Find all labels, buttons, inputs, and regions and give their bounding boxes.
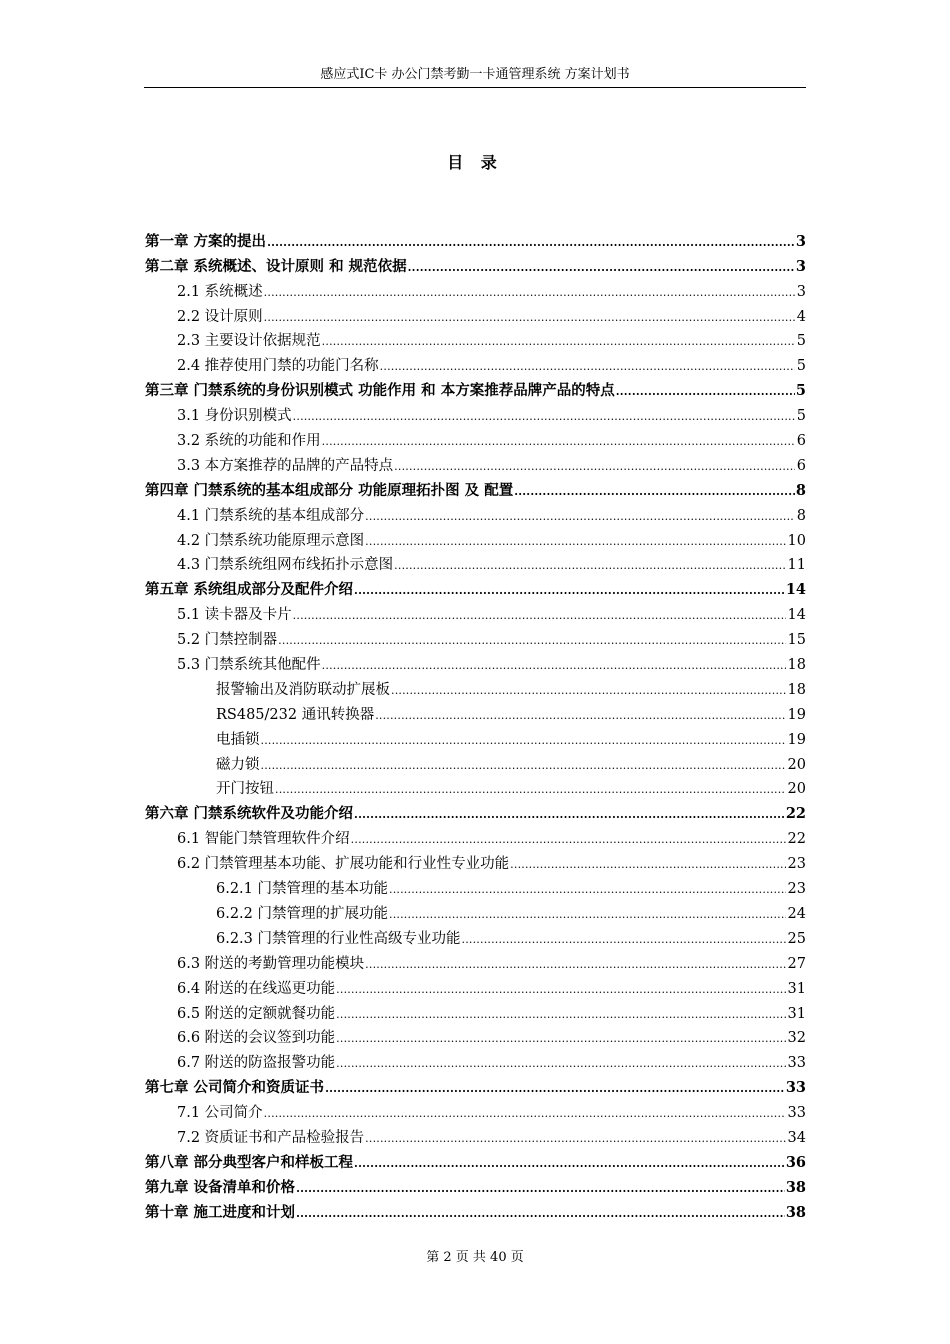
toc-page-number: 34 [787, 1129, 806, 1146]
toc-entry-text: 5.3 门禁系统其他配件 [177, 657, 321, 674]
toc-page-number: 38 [785, 1203, 806, 1221]
toc-entry-text: 第五章 系统组成部分及配件介绍 [145, 581, 354, 599]
toc-entry-text: 6.4 附送的在线巡更功能 [177, 980, 336, 997]
toc-entry[interactable] [145, 301, 806, 326]
toc-entry-text: 第三章 门禁系统的身份识别模式 功能作用 和 本方案推荐品牌产品的特点 [145, 382, 615, 400]
toc-entry[interactable] [145, 973, 806, 998]
toc-entry[interactable] [145, 251, 806, 276]
toc-entry-text: 3.2 系统的功能和作用 [177, 433, 321, 450]
toc-entry-text: RS485/232 通讯转换器 [216, 706, 375, 723]
toc-entry-text: 6.5 附送的定额就餐功能 [177, 1005, 336, 1022]
toc-entry-text: 3.1 身份识别模式 [177, 408, 292, 425]
toc-entry-text: 2.3 主要设计依据规范 [177, 333, 321, 350]
toc-entry-text: 6.1 智能门禁管理软件介绍 [177, 831, 350, 848]
toc-entry[interactable] [145, 749, 806, 774]
toc-leader-dots [322, 334, 795, 350]
toc-leader-dots [375, 708, 785, 724]
table-of-contents [145, 226, 806, 1222]
toc-page-number: 20 [787, 756, 806, 773]
toc-leader-dots [336, 1031, 785, 1047]
toc-entry[interactable] [145, 375, 806, 400]
header-rule [144, 87, 806, 88]
toc-leader-dots [380, 359, 795, 375]
toc-entry[interactable] [145, 649, 806, 674]
toc-leader-dots [510, 857, 785, 873]
toc-entry[interactable] [145, 724, 806, 749]
toc-page-number: 5 [796, 358, 806, 375]
toc-page-number: 38 [785, 1178, 806, 1196]
toc-page-number: 31 [787, 1005, 806, 1022]
toc-entry[interactable] [145, 848, 806, 873]
toc-page-number: 10 [787, 532, 806, 549]
toc-leader-dots [267, 235, 795, 251]
toc-page-number: 15 [787, 632, 806, 649]
toc-entry-text: 2.1 系统概述 [177, 283, 263, 300]
toc-entry-text: 6.6 附送的会议签到功能 [177, 1030, 336, 1047]
toc-leader-dots [264, 285, 795, 301]
toc-entry-text: 4.1 门禁系统的基本组成部分 [177, 507, 365, 524]
toc-leader-dots [394, 459, 795, 475]
toc-leader-dots [394, 558, 785, 574]
toc-entry-text: 第四章 门禁系统的基本组成部分 功能原理拓扑图 及 配置 [145, 481, 514, 499]
toc-entry[interactable] [145, 898, 806, 923]
toc-page-number: 27 [787, 955, 806, 972]
toc-entry-text: 7.1 公司简介 [177, 1105, 263, 1122]
toc-title: 目 录 [447, 153, 503, 172]
toc-page-number: 24 [787, 905, 806, 922]
toc-page-number: 5 [796, 408, 806, 425]
toc-entry[interactable] [145, 425, 806, 450]
toc-page-number: 14 [787, 607, 806, 624]
toc-page-number: 19 [787, 731, 806, 748]
toc-entry-text: 3.3 本方案推荐的品牌的产品特点 [177, 457, 394, 474]
toc-page-number: 6 [796, 457, 806, 474]
toc-entry-text: 第九章 设备清单和价格 [145, 1178, 296, 1196]
toc-entry[interactable] [145, 400, 806, 425]
toc-entry-text: 第一章 方案的提出 [145, 232, 267, 250]
toc-entry-text: 4.2 门禁系统功能原理示意图 [177, 532, 365, 549]
toc-entry[interactable] [145, 1097, 806, 1122]
toc-leader-dots [354, 583, 785, 599]
toc-entry-text: 第十章 施工进度和计划 [145, 1203, 296, 1221]
toc-page-number: 3 [795, 257, 806, 275]
toc-leader-dots [462, 932, 786, 948]
toc-page-number: 23 [787, 856, 806, 873]
toc-leader-dots [365, 957, 785, 973]
toc-entry-text: 2.2 设计原则 [177, 308, 263, 325]
toc-page-number: 19 [787, 706, 806, 723]
toc-entry[interactable] [145, 226, 806, 251]
toc-leader-dots [365, 1131, 785, 1147]
toc-entry[interactable] [145, 1072, 806, 1097]
toc-leader-dots [336, 1056, 785, 1072]
toc-page-number: 11 [787, 557, 806, 574]
toc-page-number: 14 [785, 581, 806, 599]
toc-page-number: 18 [787, 681, 806, 698]
toc-leader-dots [389, 907, 786, 923]
toc-page-number: 36 [785, 1153, 806, 1171]
toc-leader-dots [365, 509, 795, 525]
toc-entry[interactable] [145, 1023, 806, 1048]
toc-leader-dots [351, 832, 786, 848]
toc-entry-text: 第六章 门禁系统软件及功能介绍 [145, 805, 354, 823]
toc-entry-text: 4.3 门禁系统组网布线拓扑示意图 [177, 557, 394, 574]
toc-entry[interactable] [145, 574, 806, 599]
page-footer: 第 2 页 共 40 页 [426, 1250, 524, 1265]
toc-entry[interactable] [145, 923, 806, 948]
toc-page-number: 33 [787, 1105, 806, 1122]
toc-entry[interactable] [145, 1147, 806, 1172]
toc-entry[interactable] [145, 798, 806, 823]
toc-leader-dots [261, 758, 786, 774]
toc-page-number: 25 [787, 930, 806, 947]
toc-entry-text: 第八章 部分典型客户和样板工程 [145, 1153, 354, 1171]
toc-entry[interactable] [145, 674, 806, 699]
toc-page-number: 8 [795, 481, 806, 499]
toc-entry-text: 7.2 资质证书和产品检验报告 [177, 1129, 365, 1146]
toc-entry-text: 报警输出及消防联动扩展板 [216, 681, 390, 698]
toc-page-number: 31 [787, 980, 806, 997]
toc-page-number: 33 [787, 1055, 806, 1072]
toc-leader-dots [264, 310, 795, 326]
toc-leader-dots [275, 782, 786, 798]
toc-entry[interactable] [145, 525, 806, 550]
toc-page-number: 8 [796, 507, 806, 524]
toc-page-number: 3 [795, 232, 806, 250]
toc-entry[interactable] [145, 599, 806, 624]
toc-entry-text: 第七章 公司简介和资质证书 [145, 1079, 325, 1097]
toc-entry-text: 5.1 读卡器及卡片 [177, 607, 292, 624]
toc-entry[interactable] [145, 873, 806, 898]
toc-leader-dots [296, 1206, 785, 1222]
toc-page-number: 22 [785, 805, 806, 823]
toc-leader-dots [365, 534, 785, 550]
toc-entry[interactable] [145, 500, 806, 525]
toc-entry[interactable] [145, 774, 806, 799]
toc-entry[interactable] [145, 1197, 806, 1222]
toc-entry-text: 磁力锁 [216, 756, 260, 773]
toc-page-number: 3 [796, 283, 806, 300]
toc-entry-text: 开门按钮 [216, 781, 274, 798]
toc-leader-dots [354, 807, 785, 823]
toc-page-number: 6 [796, 433, 806, 450]
toc-entry-text: 6.7 附送的防盗报警功能 [177, 1055, 336, 1072]
toc-leader-dots [389, 882, 786, 898]
toc-leader-dots [322, 434, 795, 450]
toc-entry-text: 6.2.3 门禁管理的行业性高级专业功能 [216, 930, 461, 947]
toc-leader-dots [354, 1156, 785, 1172]
page-header: 感应式IC卡 办公门禁考勤一卡通管理系统 方案计划书 [320, 67, 630, 82]
toc-entry-text: 6.3 附送的考勤管理功能模块 [177, 955, 365, 972]
toc-leader-dots [514, 484, 795, 500]
toc-leader-dots [408, 260, 795, 276]
toc-page-number: 5 [795, 382, 806, 400]
toc-entry[interactable] [145, 475, 806, 500]
toc-entry[interactable] [145, 998, 806, 1023]
toc-leader-dots [261, 733, 786, 749]
toc-leader-dots [293, 409, 795, 425]
toc-leader-dots [336, 982, 785, 998]
toc-page-number: 18 [787, 657, 806, 674]
toc-leader-dots [322, 658, 786, 674]
toc-entry[interactable] [145, 1047, 806, 1072]
toc-leader-dots [616, 384, 795, 400]
toc-page-number: 22 [787, 831, 806, 848]
toc-page-number: 5 [796, 333, 806, 350]
toc-leader-dots [336, 1007, 785, 1023]
toc-entry-text: 电插锁 [216, 731, 260, 748]
toc-entry[interactable] [145, 326, 806, 351]
toc-entry-text: 5.2 门禁控制器 [177, 632, 278, 649]
toc-entry[interactable] [145, 450, 806, 475]
toc-leader-dots [264, 1106, 786, 1122]
toc-entry-text: 第二章 系统概述、设计原则 和 规范依据 [145, 257, 407, 275]
toc-entry-text: 6.2 门禁管理基本功能、扩展功能和行业性专业功能 [177, 856, 510, 873]
toc-entry[interactable] [145, 948, 806, 973]
toc-page-number: 23 [787, 881, 806, 898]
toc-entry-text: 6.2.2 门禁管理的扩展功能 [216, 905, 389, 922]
toc-entry[interactable] [145, 624, 806, 649]
toc-entry[interactable] [145, 276, 806, 301]
toc-entry[interactable] [145, 350, 806, 375]
toc-entry-text: 2.4 推荐使用门禁的功能门名称 [177, 358, 379, 375]
toc-entry[interactable] [145, 823, 806, 848]
toc-leader-dots [296, 1181, 785, 1197]
toc-entry[interactable] [145, 1122, 806, 1147]
toc-entry[interactable] [145, 699, 806, 724]
toc-page-number: 32 [787, 1030, 806, 1047]
toc-entry[interactable] [145, 1172, 806, 1197]
toc-page-number: 4 [796, 308, 806, 325]
toc-leader-dots [293, 608, 786, 624]
toc-leader-dots [391, 683, 786, 699]
toc-leader-dots [278, 633, 785, 649]
toc-entry-text: 6.2.1 门禁管理的基本功能 [216, 881, 389, 898]
toc-page-number: 20 [787, 781, 806, 798]
toc-page-number: 33 [785, 1079, 806, 1097]
toc-entry[interactable] [145, 550, 806, 575]
toc-leader-dots [325, 1081, 785, 1097]
